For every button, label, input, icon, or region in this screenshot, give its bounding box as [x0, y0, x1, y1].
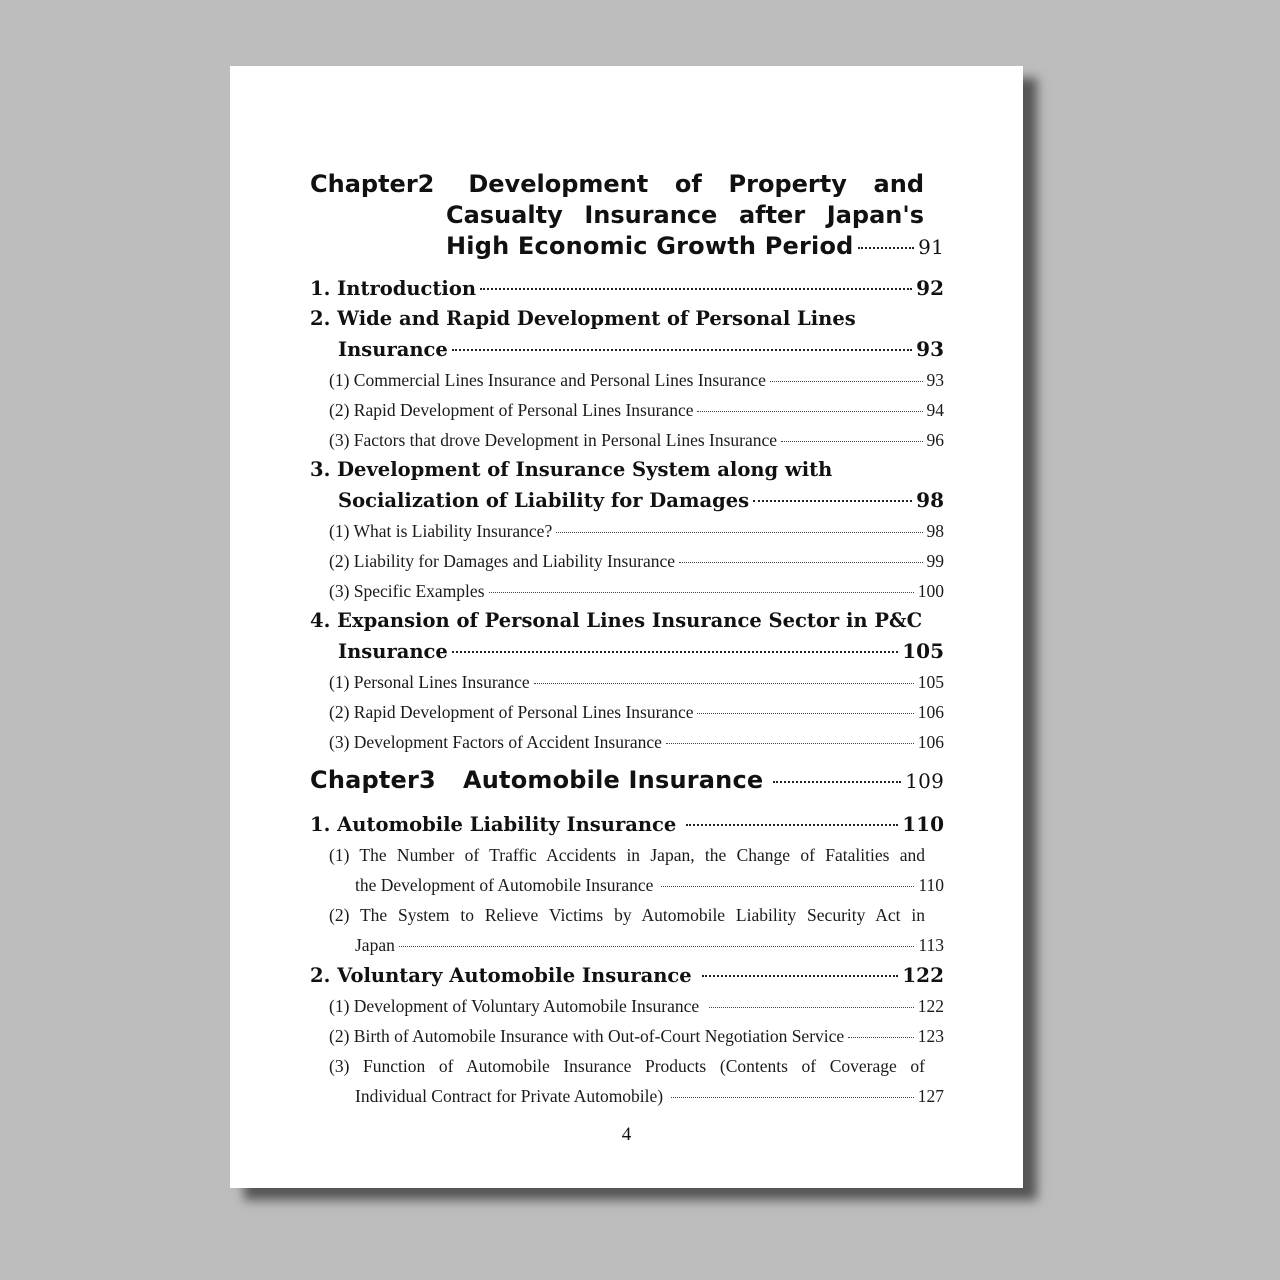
subsection-page: 100	[917, 581, 944, 601]
subsection-page: 94	[926, 400, 944, 420]
toc-subsection-entry[interactable]	[355, 1086, 944, 1107]
subsection-title: (3) Development Factors of Accident Insurance	[329, 732, 662, 752]
subsection-page: 99	[926, 551, 944, 571]
toc-subsection-entry[interactable]	[329, 732, 944, 753]
page-number: 4	[621, 1124, 632, 1145]
subsection-page: 106	[917, 702, 944, 722]
toc-subsection-entry-line1[interactable]: (3) Function of Automobile Insurance Products (Contents of Coverage of	[329, 1056, 925, 1076]
toc-subsection-entry[interactable]	[355, 875, 944, 896]
subsection-title: (2) Rapid Development of Personal Lines Insurance	[329, 400, 694, 420]
section-title: 2. Voluntary Automobile Insurance	[310, 964, 692, 987]
toc-subsection-entry[interactable]	[329, 1026, 944, 1047]
toc-subsection-entry-line1[interactable]: (1) The Number of Traffic Accidents in Japan, the Change of Fatalities and	[329, 845, 925, 865]
subsection-title: (3) Factors that drove Development in Personal Lines Insurance	[329, 430, 778, 450]
toc-section-entry-line1[interactable]	[310, 307, 856, 330]
leader-dots	[661, 886, 914, 887]
section-title-cont: Insurance	[338, 338, 448, 361]
subsection-page: 96	[926, 430, 944, 450]
section-title: 1. Automobile Liability Insurance	[310, 813, 677, 836]
book-page	[230, 66, 1023, 1188]
leader-dots	[697, 411, 922, 412]
leader-dots	[399, 946, 915, 947]
subsection-title: (1) Development of Voluntary Automobile Insurance	[329, 996, 700, 1016]
section-title: 1. Introduction	[310, 277, 477, 300]
chapter3-heading[interactable]	[310, 766, 944, 794]
subsection-page: 106	[917, 732, 944, 752]
toc-section-entry[interactable]	[310, 812, 944, 836]
toc-subsection-entry[interactable]	[329, 521, 944, 542]
chapter3-page: 109	[905, 769, 944, 793]
chapter3-title: Automobile Insurance	[462, 766, 764, 794]
section-title-cont: Insurance	[338, 640, 448, 663]
subsection-page: 127	[917, 1086, 944, 1106]
section-page: 98	[916, 488, 944, 512]
subsection-page: 110	[918, 875, 944, 895]
subsection-page: 105	[917, 672, 944, 692]
subsection-title-cont: Japan	[355, 935, 395, 955]
subsection-title-cont: the Development of Automobile Insurance	[355, 875, 654, 895]
subsection-page: 93	[926, 370, 944, 390]
chapter2-title-line3: High Economic Growth Period	[446, 232, 854, 260]
leader-dots	[489, 592, 914, 593]
leader-dots	[534, 683, 914, 684]
leader-dots	[679, 562, 923, 563]
toc-subsection-entry[interactable]	[329, 996, 944, 1017]
toc-subsection-entry-line1[interactable]: (2) The System to Relieve Victims by Automobile Liability Security Act in	[329, 905, 925, 925]
toc-subsection-entry[interactable]	[329, 672, 944, 693]
toc-subsection-entry[interactable]	[329, 551, 944, 572]
leader-dots	[480, 288, 912, 290]
chapter2-number: Chapter2	[310, 170, 435, 198]
leader-dots	[666, 743, 914, 744]
section-title: 2. Wide and Rapid Development of Personal Lines	[310, 307, 856, 330]
toc-section-entry[interactable]	[310, 276, 944, 300]
leader-dots	[697, 713, 913, 714]
leader-dots	[671, 1097, 914, 1098]
section-page: 92	[916, 276, 944, 300]
leader-dots	[702, 975, 899, 977]
toc-subsection-entry[interactable]	[329, 430, 944, 451]
leader-dots	[452, 651, 898, 653]
leader-dots	[781, 441, 922, 442]
toc-section-entry-line1[interactable]	[310, 609, 922, 632]
chapter2-heading-line1	[310, 170, 924, 198]
leader-dots	[753, 500, 912, 502]
toc-section-entry-line1[interactable]	[310, 458, 832, 481]
subsection-title: (1) Personal Lines Insurance	[329, 672, 530, 692]
subsection-title: (3) Specific Examples	[329, 581, 485, 601]
chapter2-title-line1: Development of Property and	[468, 170, 924, 198]
toc-section-entry[interactable]	[338, 488, 944, 512]
toc-subsection-entry[interactable]	[329, 702, 944, 723]
subsection-page: 122	[917, 996, 944, 1016]
leader-dots	[848, 1037, 914, 1038]
subsection-title: (2) Birth of Automobile Insurance with Out-of-Court Negotiation Service	[329, 1026, 845, 1046]
section-page: 110	[902, 812, 944, 836]
subsection-title: (1) What is Liability Insurance?	[329, 521, 553, 541]
leader-dots	[452, 349, 912, 351]
chapter2-page: 91	[918, 235, 944, 259]
toc-subsection-entry[interactable]	[329, 581, 944, 602]
leader-dots	[773, 781, 901, 783]
leader-dots	[686, 824, 898, 826]
toc-subsection-entry[interactable]	[355, 935, 944, 956]
subsection-title: (2) Liability for Damages and Liability Insurance	[329, 551, 675, 571]
chapter3-number: Chapter3	[310, 766, 436, 794]
section-page: 122	[902, 963, 944, 987]
toc-section-entry[interactable]	[338, 639, 944, 663]
subsection-title: (1) Commercial Lines Insurance and Personal Lines Insurance	[329, 370, 766, 390]
subsection-title: (2) Rapid Development of Personal Lines Insurance	[329, 702, 694, 722]
subsection-page: 123	[917, 1026, 944, 1046]
toc-section-entry[interactable]	[338, 337, 944, 361]
section-title-cont: Socialization of Liability for Damages	[338, 489, 750, 512]
leader-dots	[770, 381, 923, 382]
section-title: 4. Expansion of Personal Lines Insurance Sector in P&C	[310, 609, 923, 632]
chapter2-title-line3-row[interactable]	[446, 232, 944, 260]
section-title: 3. Development of Insurance System along with	[310, 458, 833, 481]
toc-subsection-entry[interactable]	[329, 370, 944, 391]
section-page: 93	[916, 337, 944, 361]
toc-section-entry[interactable]	[310, 963, 944, 987]
section-page: 105	[902, 639, 944, 663]
chapter2-title-line2: Casualty Insurance after Japan's	[446, 201, 924, 229]
subsection-title-cont: Individual Contract for Private Automobile)	[355, 1086, 664, 1106]
leader-dots	[556, 532, 922, 533]
leader-dots	[709, 1007, 914, 1008]
subsection-page: 113	[918, 935, 944, 955]
subsection-page: 98	[926, 521, 944, 541]
leader-dots	[858, 247, 915, 249]
toc-subsection-entry[interactable]	[329, 400, 944, 421]
